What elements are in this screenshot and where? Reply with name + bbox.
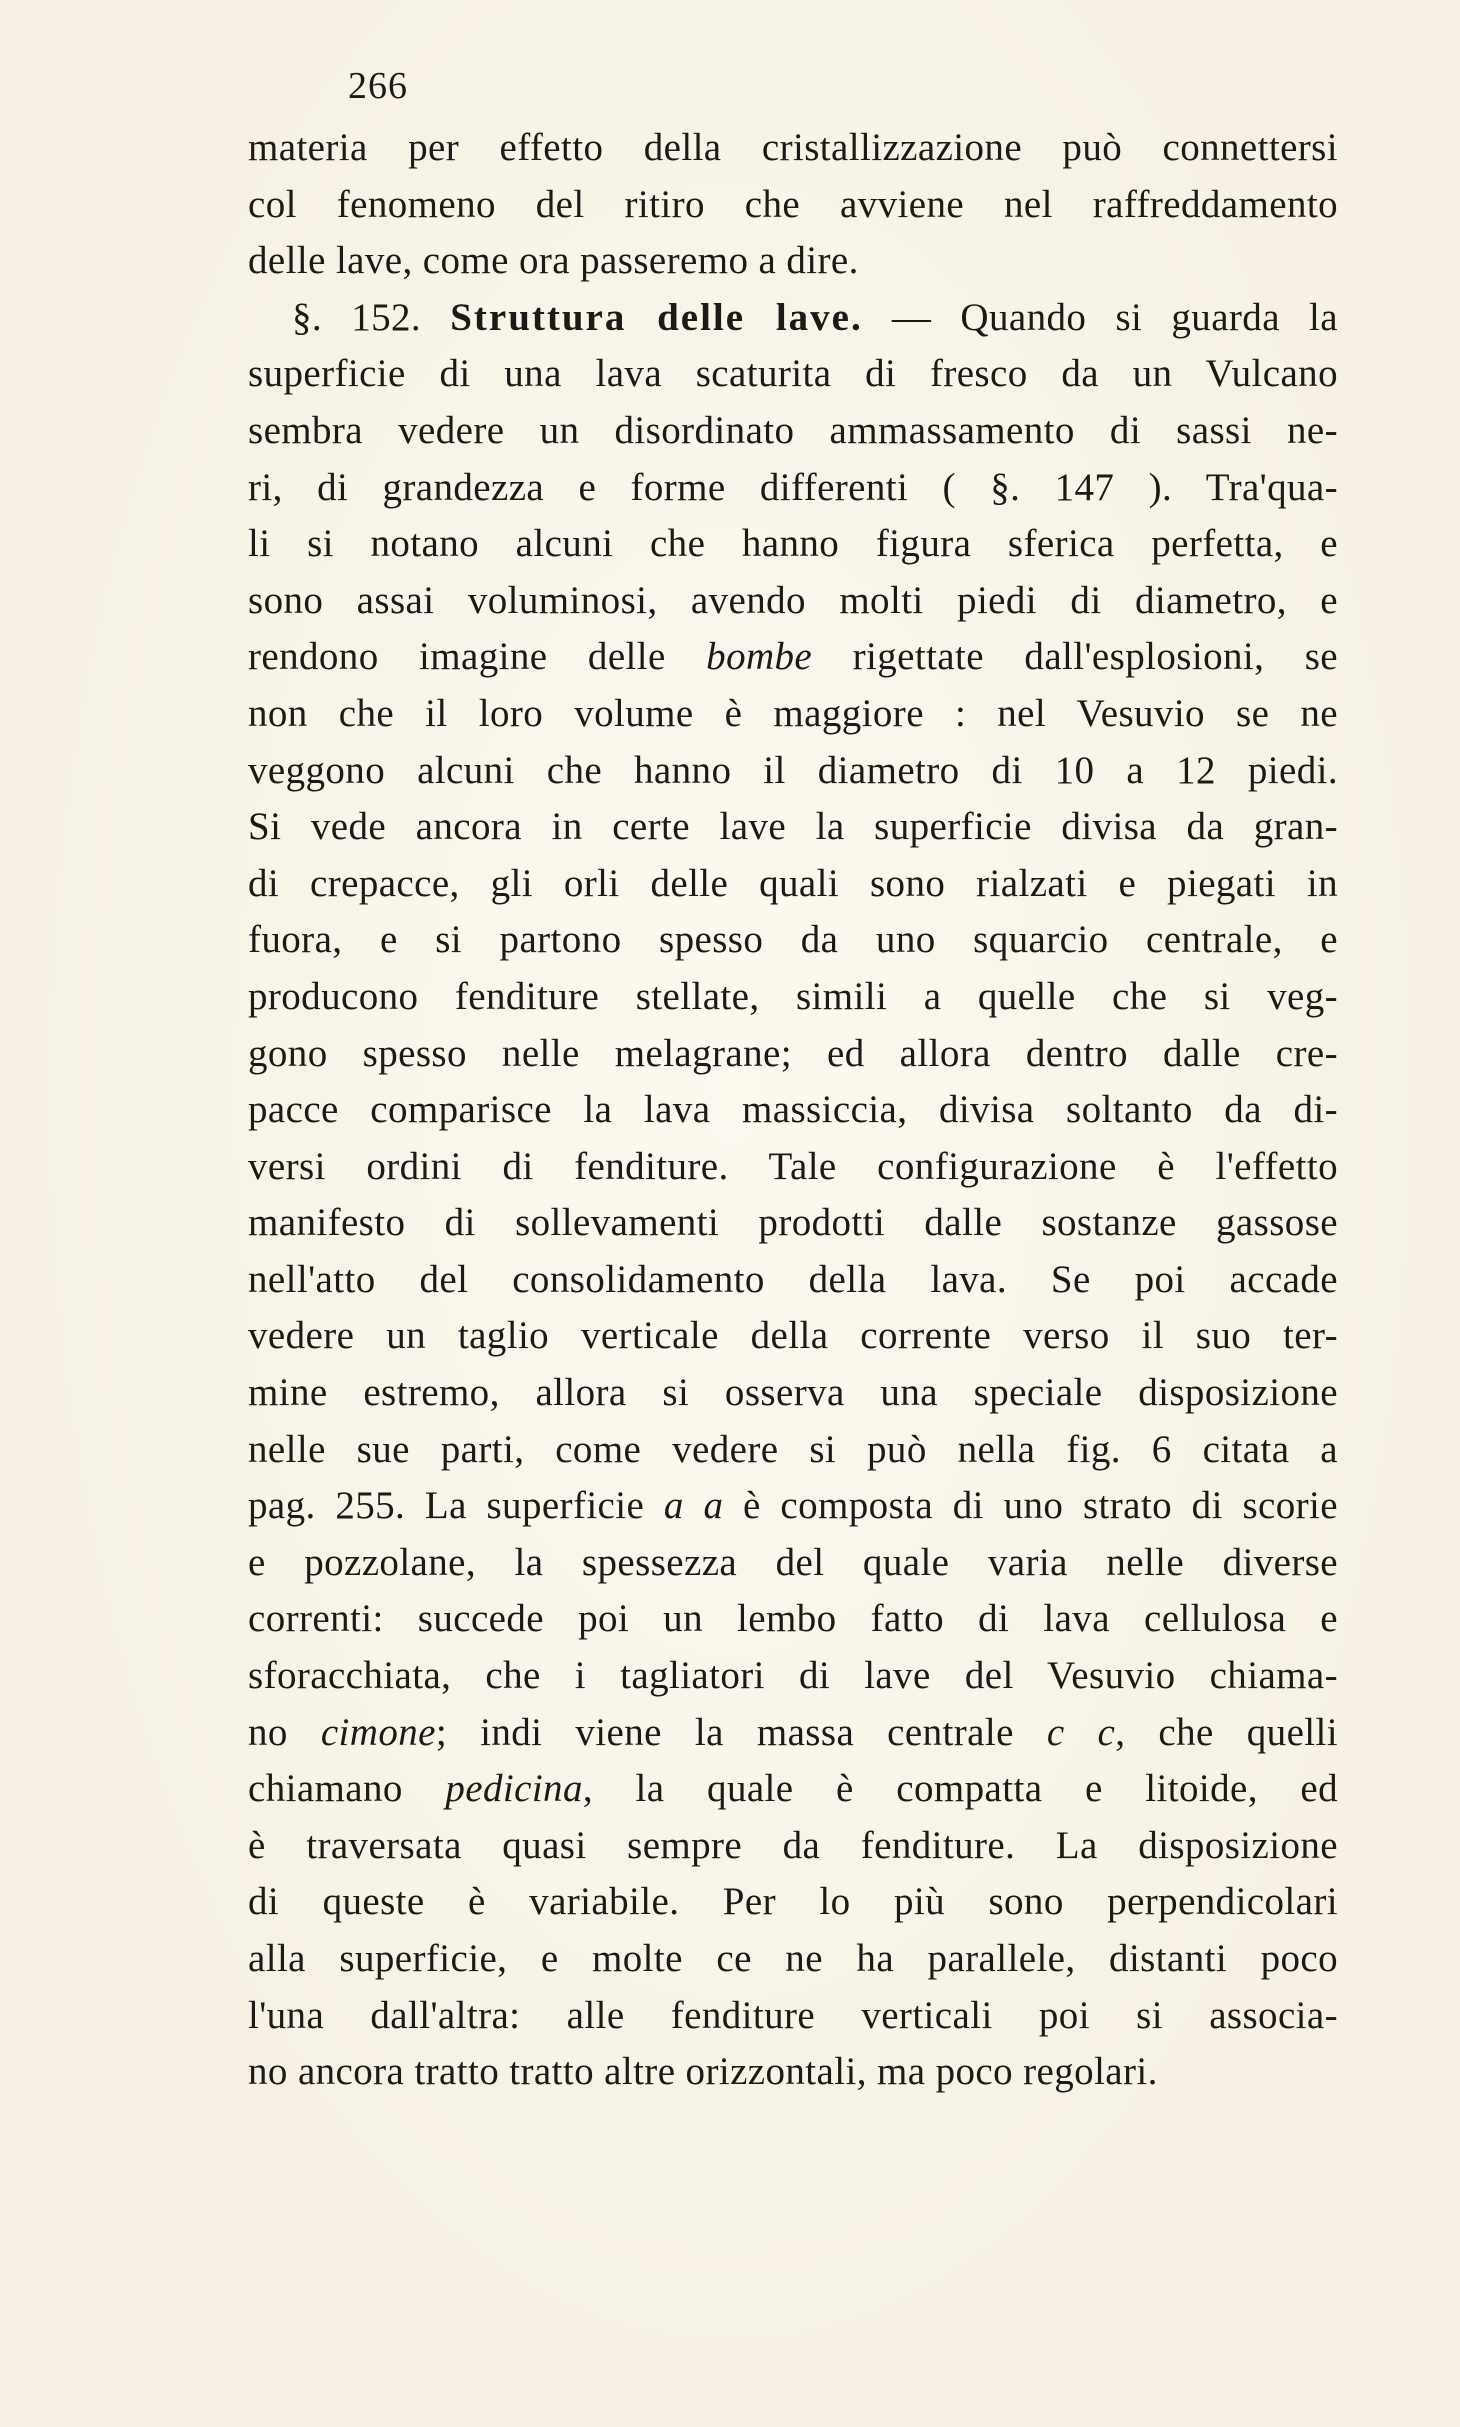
text-line [248,969,1338,1026]
text-line [248,1931,1338,1988]
text-line [248,1422,1338,1479]
text-segment: , che quelli [1115,1710,1338,1754]
text-segment: non che il loro volume è maggiore : nel Vesuvio se ne [248,691,1338,735]
text-segment: alla superficie, e molte ce ne ha parallele, distanti poco [248,1937,1338,1980]
text-segment: fuora, e si partono spesso da uno squarcio centrale, e [248,918,1338,962]
text-line [248,1195,1338,1252]
text-segment: chiamano [248,1767,446,1811]
body-text [248,120,1338,2101]
text-line [248,403,1338,460]
text-segment: ri, di grandezza e forme differenti ( §. 147 ). Tra'qua- [248,465,1338,509]
section-heading: Struttura delle lave. [450,295,863,339]
text-segment: veggono alcuni che hanno il diametro di 10 a 12 piedi. [248,748,1338,792]
text-segment: di queste è variabile. Per lo più sono perpendicolari [248,1880,1338,1924]
text-segment: delle lave, come ora passeremo a dire. [248,239,859,283]
text-line [248,1648,1338,1705]
text-line [248,1988,1338,2045]
text-segment: nell'atto del consolidamento della lava. Se poi accade [248,1257,1338,1301]
text-line [248,233,1338,290]
text-line [248,460,1338,517]
text-line [248,1139,1338,1196]
text-line [248,1761,1338,1818]
text-line [248,346,1338,403]
text-segment: ; indi viene la massa centrale [435,1710,1047,1754]
text-segment: no [248,1710,321,1754]
text-segment: sforacchiata, che i tagliatori di lave del Vesuvio chiama- [248,1654,1338,1698]
text-line [248,120,1338,177]
italic-term: c c [1046,1710,1116,1754]
text-line [248,1535,1338,1592]
text-segment: versi ordini di fenditure. Tale configurazione è l'effetto [248,1144,1338,1188]
text-line [248,799,1338,856]
text-segment: l'una dall'altra: alle fenditure verticali poi si associa- [248,1993,1338,2037]
text-segment: materia per effetto della cristallizzazione può connettersi [248,126,1338,169]
text-line [248,1818,1338,1875]
text-line [248,1082,1338,1139]
text-line [248,1591,1338,1648]
text-segment: correnti: succede poi un lembo fatto di lava cellulosa e [248,1597,1338,1641]
text-segment: — Quando si guarda la [862,295,1339,339]
text-segment: rigettate dall'esplosioni, se [812,635,1338,679]
italic-term: bombe [706,635,813,679]
text-segment: col fenomeno del ritiro che avviene nel raffreddamento [248,182,1338,226]
text-segment: li si notano alcuni che hanno figura sferica perfetta, e [248,522,1338,566]
text-segment: è traversata quasi sempre da fenditure. La disposizione [248,1823,1338,1867]
text-segment: pag. 255. La superficie [248,1484,664,1528]
text-line [248,290,1338,347]
text-segment: manifesto di sollevamenti prodotti dalle sostanze gassose [248,1201,1338,1245]
text-segment: nelle sue parti, come vedere si può nella fig. 6 citata a [248,1427,1338,1471]
text-line [248,1874,1338,1931]
text-segment: è composta di uno strato di scorie [723,1484,1339,1528]
text-line [248,629,1338,686]
italic-term: a a [663,1484,724,1528]
text-line [248,1705,1338,1762]
text-line [248,1478,1338,1535]
text-line [248,516,1338,573]
text-line [248,1252,1338,1309]
text-segment: vedere un taglio verticale della corrente verso il suo ter- [248,1314,1338,1358]
text-segment: superficie di una lava scaturita di fresco da un Vulcano [248,352,1338,396]
text-segment: rendono imagine delle [248,635,707,679]
text-segment: e pozzolane, la spessezza del quale varia nelle diverse [248,1540,1338,1584]
text-segment: , la quale è compatta e litoide, ed [582,1767,1339,1811]
text-line [248,856,1338,913]
text-segment: Si vede ancora in certe lave la superficie divisa da gran- [248,805,1338,849]
text-line [248,1026,1338,1083]
text-segment: di crepacce, gli orli delle quali sono rialzati e piegati in [248,861,1338,905]
text-line [248,2044,1338,2101]
text-line [248,912,1338,969]
italic-term: cimone [320,1710,436,1754]
text-line [248,1365,1338,1422]
text-segment: sembra vedere un disordinato ammassamento di sassi ne- [248,408,1338,452]
text-segment: producono fenditure stellate, simili a quelle che si veg- [248,974,1338,1018]
text-segment: no ancora tratto tratto altre orizzontali, ma poco regolari. [248,2050,1158,2094]
italic-term: pedicina [445,1767,583,1811]
text-line [248,177,1338,234]
page-number: 266 [348,65,408,107]
text-line [248,743,1338,800]
text-line [248,1308,1338,1365]
text-line [248,573,1338,630]
text-segment: gono spesso nelle melagrane; ed allora dentro dalle cre- [248,1031,1338,1075]
text-segment: §. 152. [292,295,451,339]
text-segment: mine estremo, allora si osserva una speciale disposizione [248,1371,1338,1415]
text-line [248,686,1338,743]
text-segment: pacce comparisce la lava massiccia, divisa soltanto da di- [248,1088,1338,1132]
text-segment: sono assai voluminosi, avendo molti piedi di diametro, e [248,578,1338,622]
